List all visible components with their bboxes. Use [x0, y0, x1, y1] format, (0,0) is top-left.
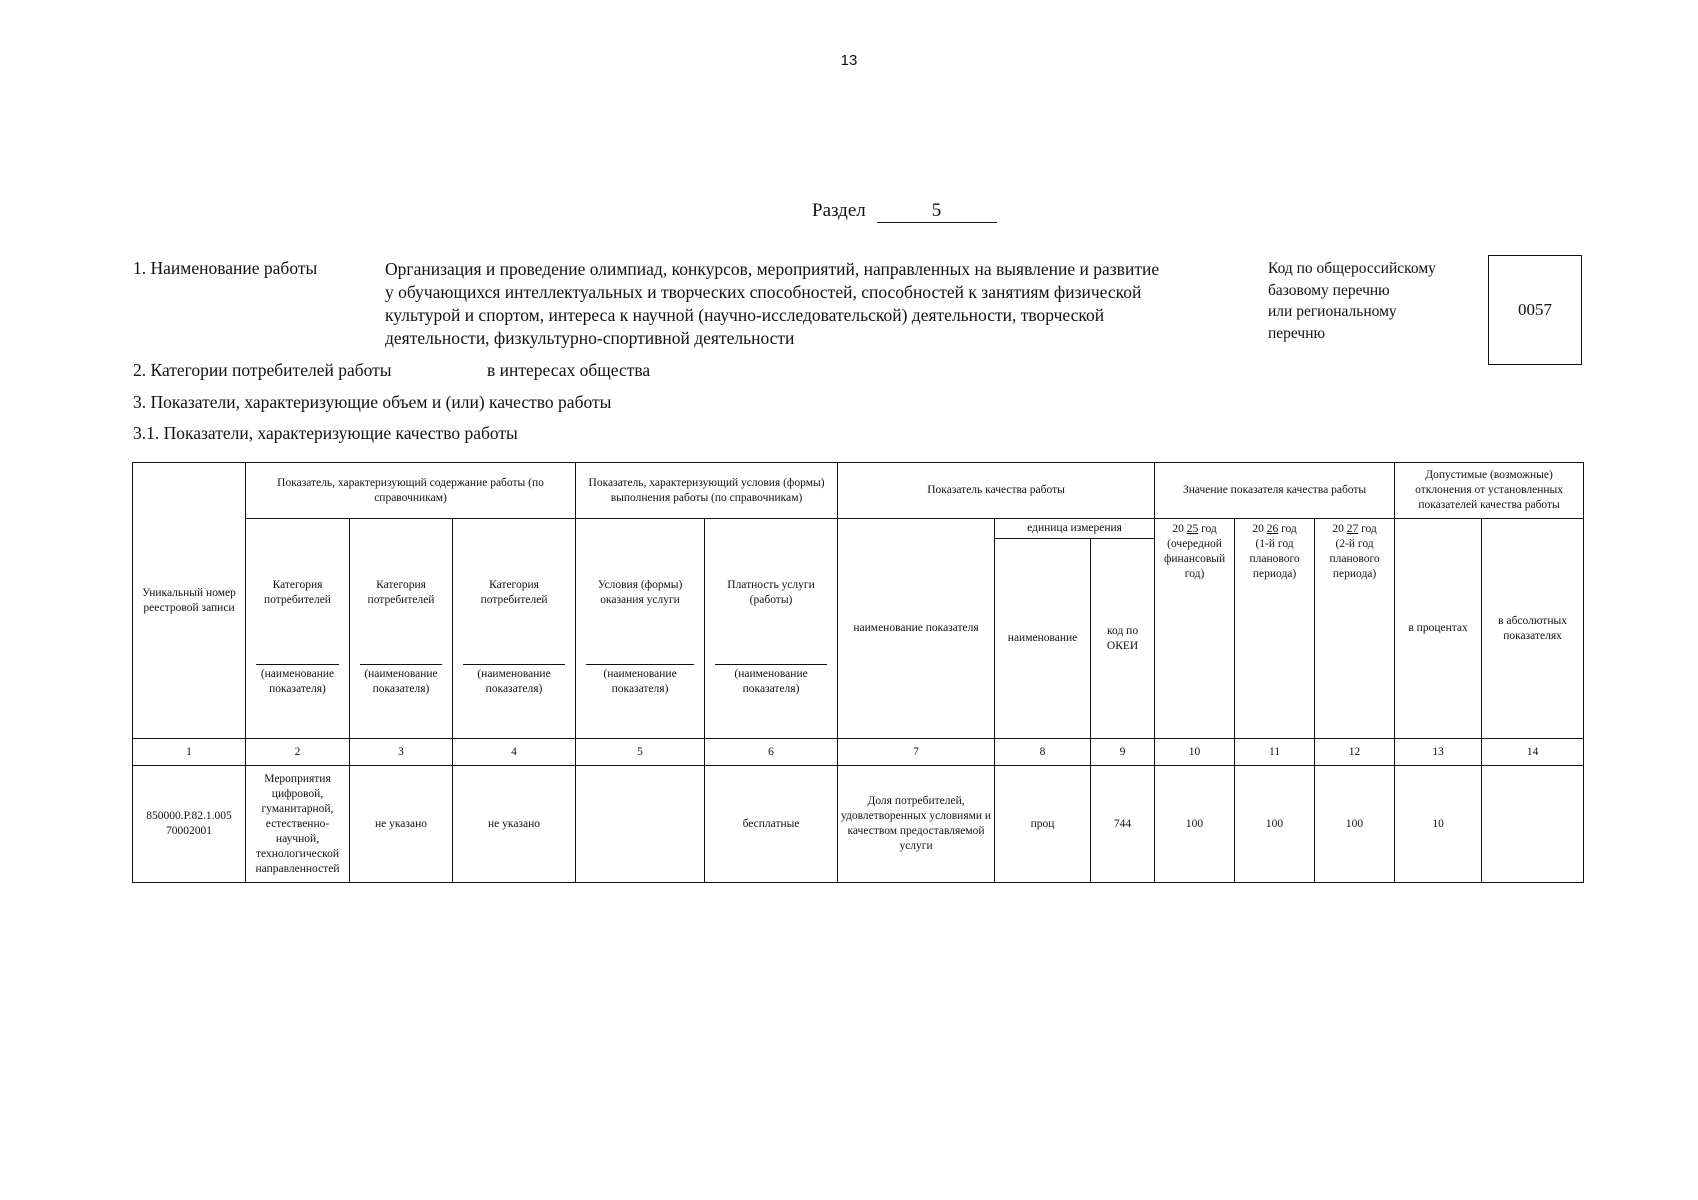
- work-name-line: Организация и проведение олимпиад, конкурсов, мероприятий, направленных на выявление и развитие: [385, 259, 1160, 279]
- cell-value-year-1: 100: [1155, 766, 1235, 883]
- year-word: год: [1361, 523, 1377, 535]
- quality-table: [132, 462, 1584, 883]
- code-label-line: перечню: [1268, 324, 1326, 342]
- work-name-label: 1. Наименование работы: [133, 258, 318, 278]
- header-in-percent: в процентах: [1395, 519, 1482, 739]
- table-row: [133, 766, 1584, 883]
- column-number: 5: [576, 739, 705, 766]
- cell-consumer-category-3: не указано: [453, 766, 576, 883]
- header-okei-code: код по ОКЕИ: [1091, 539, 1155, 739]
- cell-okei-code: 744: [1091, 766, 1155, 883]
- header-consumer-category-3: [453, 519, 576, 739]
- column-number: 11: [1235, 739, 1315, 766]
- header-deviation: Допустимые (возможные) отклонения от установленных показателей качества работы: [1395, 463, 1584, 519]
- year-word: год: [1281, 523, 1297, 535]
- categories-value: в интересах общества: [487, 360, 651, 380]
- header-quality-indicator: Показатель качества работы: [838, 463, 1155, 519]
- code-label: [1268, 258, 1458, 344]
- column-number: 3: [350, 739, 453, 766]
- column-number: 9: [1091, 739, 1155, 766]
- work-name-line: деятельности, физкультурно-спортивной деятельности: [385, 328, 795, 348]
- cell-deviation-percent: 10: [1395, 766, 1482, 883]
- header-service-conditions: [576, 519, 705, 739]
- column-numbers-row: [133, 739, 1584, 766]
- cell-indicator-name: Доля потребителей, удовлетворенных условиями и качеством предоставляемой услуги: [838, 766, 995, 883]
- header-unit: единица измерения: [995, 519, 1155, 539]
- year-prefix: 20: [1172, 523, 1184, 535]
- indicators-title: 3. Показатели, характеризующие объем и (или) качество работы: [133, 392, 612, 412]
- cell-consumer-category-1: Мероприятия цифровой, гуманитарной, естественно-научной, технологической направленностей: [246, 766, 350, 883]
- year-word: год: [1201, 523, 1217, 535]
- column-number: 14: [1482, 739, 1584, 766]
- year-value: 27: [1346, 523, 1359, 535]
- header-conditions-indicator: Показатель, характеризующий условия (формы) выполнения работы (по справочникам): [576, 463, 838, 519]
- header-sublabel: (наименование показателя): [715, 664, 827, 697]
- section-heading: [812, 200, 997, 223]
- header-label: Платность услуги (работы): [727, 579, 815, 606]
- header-unique-number: Уникальный номер реестровой записи: [133, 463, 246, 739]
- header-year-3: [1315, 519, 1395, 739]
- cell-service-conditions: [576, 766, 705, 883]
- header-sublabel: (наименование показателя): [256, 664, 339, 697]
- section-number: 5: [877, 200, 997, 223]
- page-number: 13: [840, 52, 858, 69]
- header-sublabel: (наименование показателя): [360, 664, 442, 697]
- header-consumer-category-2: [350, 519, 453, 739]
- work-name-text: [385, 258, 1235, 350]
- year-prefix: 20: [1332, 523, 1344, 535]
- header-label: Условия (формы) оказания услуги: [597, 579, 683, 606]
- cell-value-year-2: 100: [1235, 766, 1315, 883]
- header-service-payment: [705, 519, 838, 739]
- code-label-line: Код по общероссийскому: [1268, 260, 1436, 277]
- column-number: 8: [995, 739, 1091, 766]
- code-label-line: или региональному: [1268, 303, 1397, 320]
- year-note: (1-й год планового периода): [1249, 538, 1300, 580]
- header-sublabel: (наименование показателя): [463, 664, 565, 697]
- column-number: 13: [1395, 739, 1482, 766]
- work-name-line: у обучающихся интеллектуальных и творческих способностей, способностей к занятиям физической: [385, 282, 1142, 302]
- quality-title: 3.1. Показатели, характеризующие качество работы: [133, 423, 518, 443]
- cell-service-payment: бесплатные: [705, 766, 838, 883]
- header-label: Категория потребителей: [367, 579, 435, 606]
- column-number: 1: [133, 739, 246, 766]
- header-sublabel: (наименование показателя): [586, 664, 694, 697]
- section-label: Раздел: [812, 200, 866, 221]
- header-label: Категория потребителей: [480, 579, 548, 606]
- year-note: (очередной финансовый год): [1163, 538, 1226, 580]
- column-number: 2: [246, 739, 350, 766]
- column-number: 12: [1315, 739, 1395, 766]
- categories-label: 2. Категории потребителей работы: [133, 360, 392, 380]
- header-year-1: [1155, 519, 1235, 739]
- column-number: 7: [838, 739, 995, 766]
- cell-unique-number: 850000.Р.82.1.005 70002001: [133, 766, 246, 883]
- header-consumer-category-1: [246, 519, 350, 739]
- code-label-line: базовому перечню: [1268, 281, 1390, 299]
- header-indicator-name: наименование показателя: [838, 519, 995, 739]
- cell-value-year-3: 100: [1315, 766, 1395, 883]
- year-note: (2-й год планового периода): [1329, 538, 1380, 580]
- cell-consumer-category-2: не указано: [350, 766, 453, 883]
- year-value: 25: [1186, 523, 1199, 535]
- header-unit-name: наименование: [995, 539, 1091, 739]
- year-prefix: 20: [1252, 523, 1264, 535]
- header-label: Категория потребителей: [264, 579, 331, 606]
- header-year-2: [1235, 519, 1315, 739]
- cell-unit-name: проц: [995, 766, 1091, 883]
- year-value: 26: [1266, 523, 1279, 535]
- column-number: 4: [453, 739, 576, 766]
- column-number: 10: [1155, 739, 1235, 766]
- work-name-line: культурой и спортом, интереса к научной (научно-исследовательской) деятельности, творческой: [385, 305, 1105, 325]
- header-content-indicator: Показатель, характеризующий содержание работы (по справочникам): [246, 463, 576, 519]
- code-value-box: 0057: [1488, 255, 1582, 365]
- column-number: 6: [705, 739, 838, 766]
- cell-deviation-absolute: [1482, 766, 1584, 883]
- header-in-absolute: в абсолютных показателях: [1482, 519, 1584, 739]
- header-indicator-value: Значение показателя качества работы: [1155, 463, 1395, 519]
